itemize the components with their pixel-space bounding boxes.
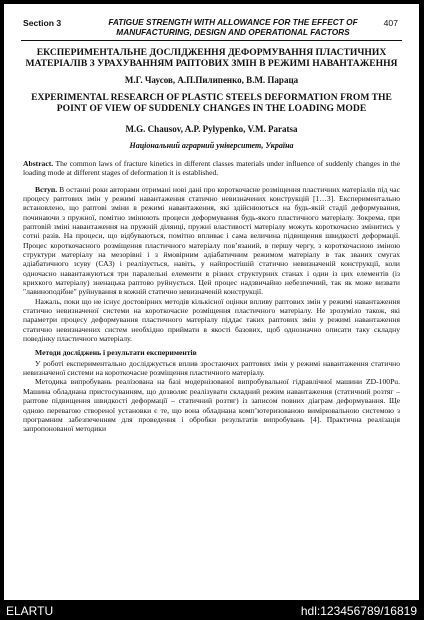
repository-name: ELARTU	[6, 604, 54, 618]
intro-paragraph-2: Нажаль, поки що не існує достовірних методів кількісної оцінки впливу раптових змін у режимі навантаження статично невизначеної системи на короткочасне розміщення пластичного матеріалу. Не зрозуміло також, які параметри процесу деформування пластичного матеріалу піддає таких раптових змін у режимі навантаження статично невизначених систем необхідно приймати в якості базових, щоб однозначно описати таку складну поведінку пластичного матеріалу.	[23, 296, 400, 344]
running-header	[21, 4, 402, 41]
document-page	[4, 4, 419, 600]
abstract-text: The common laws of fracture kinetics in different classes materials under influence of suddenly changes in the loading mode at different stages of deformation it is established.	[23, 158, 400, 178]
authors-english: M.G. Chausov, A.P. Pylypenko, V.M. Paratsa	[125, 123, 298, 134]
authors-ukrainian: М.Г. Чаусов, А.П.Пилипенко, В.М. Параца	[124, 75, 299, 86]
running-head-title: FATIGUE STRENGTH WITH ALLOWANCE FOR THE EFFECT OF MANUFACTURING, DESIGN AND OPERATIONAL FACTORS	[108, 17, 358, 37]
page-number: 407	[383, 18, 398, 28]
abstract-label: Abstract.	[23, 158, 54, 168]
title-english: EXPERIMENTAL RESEARCH OF PLASTIC STEELS DEFORMATION FROM THE POINT OF VIEW OF SUDDENLY CHANGES IN THE LOADING MODE	[31, 92, 392, 114]
affiliation: Національний аграрний університет, Україна	[129, 140, 294, 150]
intro-label: Вступ.	[35, 184, 58, 194]
intro-text-1: В останні роки авторами отримані нові дані про короткочасне розміщення пластичних матеріалів під час процесу раптових змін у режимі навантаження статично невизначених конструкцій [1…3]. Експериментально встановлено, що раптові зміни в режимі навантаження, які здійснюються на будь-якій стадії деформування, починаючи з пружної, помітно змінюють процеси деформування будь-якого пластичного матеріалу. Зокрема, при раптовій зміні навантаження на пружній ділянці, пружні властивості матеріалу можуть короткочасно змінитись у сотні разів. На процеси, що відбуваються, помітно впливає і сама величина підвищення швидкості деформації. Процес короткочасного розміщення пластичного матеріалу пов’язаний, в першу чергу, з короткочасною зміною структури матеріалу на мезорівні і з ймовірним адіабатичним режимом матеріалу в так званих смугах адіабатичного зсуву (САЗ) і реалізується, навіть, у найпростішій статично невизначеній конструкції, коли одночасно навантажуються три паралельні елементи в різних структурних станах і один із цих елементів (із крихкого матеріалу) зненацька раптово руйнується. Цей процес надзвичайно небезпечний, так як може визвати "лавиноподібне" руйнування в кожній статично невизначеній конструкції.	[23, 184, 400, 297]
methods-paragraph-2: Методика випробувань реалізована на базі модернізованої випробувальної гідравлічної машини ZD-100Pu. Машина обладнана пристосуванням, що дозволяє реалізувати складний режим навантаження (статичний розтяг – раптове підвищення швидкості деформації – статичний розтяг) із записом повних діаграм деформування. Ще одною перевагою створеної установки є те, що вона обладнана комп’ютеризованою вимірювальною системою з програмним забезпеченням для проведення і обробки результатів випробувань [4]. Практична реалізація запропонованої методики	[23, 377, 400, 434]
title-ukrainian: ЕКСПЕРИМЕНТАЛЬНЕ ДОСЛІДЖЕННЯ ДЕФОРМУВАННЯ ПЛАСТИЧНИХ МАТЕРІАЛІВ З УРАХУВАННЯМ РАПТОВИХ ЗМІН В РЕЖИМІ НАВАНТАЖЕННЯ	[25, 47, 398, 69]
methods-heading: Методи досліджень і результати експериментів	[35, 348, 197, 358]
methods-paragraph-1: У роботі експериментально досліджується вплив зростаючих раптових змін у режимі навантаження статично невизначеної системи на короткочасне розміщення пластичного матеріалу.	[23, 358, 400, 378]
repository-footer	[0, 600, 424, 620]
intro-paragraph-1	[23, 185, 400, 297]
body-text	[23, 185, 400, 434]
abstract	[23, 159, 400, 178]
handle-identifier: hdl:123456789/16819	[300, 604, 417, 618]
section-label: Section 3	[23, 18, 62, 28]
